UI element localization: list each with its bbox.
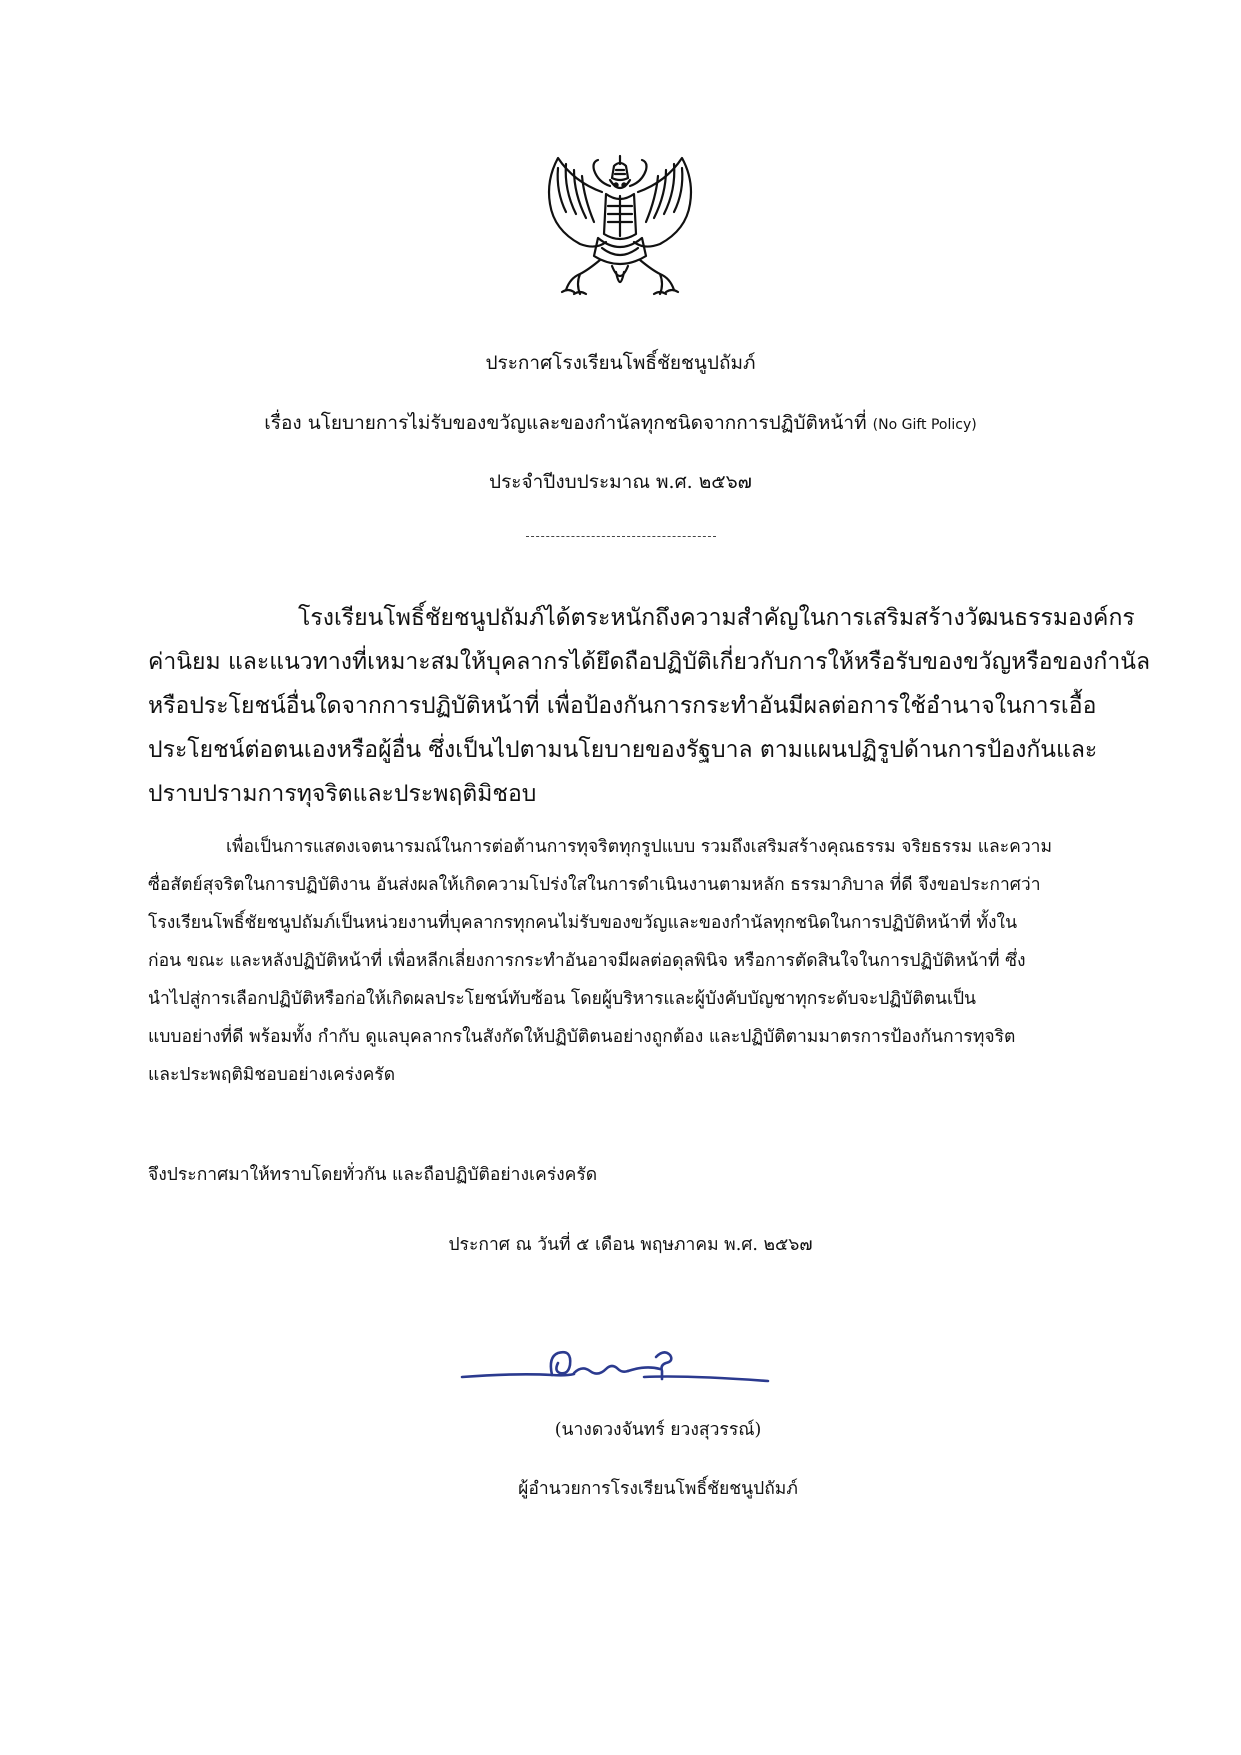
garuda-emblem-icon bbox=[540, 152, 700, 304]
paragraph-2-line: โรงเรียนโพธิ์ชัยชนูปถัมภ์เป็นหน่วยงานที่บุคลากรทุกคนไม่รับของขวัญและของกำนัลทุกชนิดในการปฏิบัติหน้าที่ ทั้งใน bbox=[148, 913, 1018, 933]
subject-english: (No Gift Policy) bbox=[872, 417, 977, 433]
handwritten-signature bbox=[456, 1335, 770, 1397]
paragraph-1-line: ค่านิยม และแนวทางที่เหมาะสมให้บุคลากรได้ยึดถือปฏิบัติเกี่ยวกับการให้หรือรับของขวัญหรือของกำนัล bbox=[148, 649, 1151, 675]
paragraph-2-line: ก่อน ขณะ และหลังปฏิบัติหน้าที่ เพื่อหลีกเลี่ยงการกระทำอันอาจมีผลต่อดุลพินิจ หรือการตัดสินใจในการปฏิบัติหน้าที่ ซึ่ง bbox=[148, 951, 1026, 971]
paragraph-2-line: ซื่อสัตย์สุจริตในการปฏิบัติงาน อันส่งผลให้เกิดความโปร่งใสในการดำเนินงานตามหลัก ธรรมาภิบาล ที่ดี จึงขอประกาศว่า bbox=[148, 875, 1041, 895]
paragraph-2-line: นำไปสู่การเลือกปฏิบัติหรือก่อให้เกิดผลประโยชน์ทับซ้อน โดยผู้บริหารและผู้บังคับบัญชาทุกระดับจะปฏิบัติตนเป็น bbox=[148, 989, 977, 1009]
fiscal-year: ประจำปีงบประมาณ พ.ศ. ๒๕๖๗ bbox=[489, 471, 752, 493]
paragraph-1 bbox=[148, 596, 1151, 816]
paragraph-2 bbox=[148, 828, 1093, 1094]
document-title: ประกาศโรงเรียนโพธิ์ชัยชนูปถัมภ์ bbox=[485, 352, 756, 374]
document-subject bbox=[0, 408, 1241, 438]
paragraph-2-line: เพื่อเป็นการแสดงเจตนารมณ์ในการต่อต้านการทุจริตทุกรูปแบบ รวมถึงเสริมสร้างคุณธรรม จริยธรรม และความ bbox=[226, 837, 1053, 857]
paragraph-1-line: ประโยชน์ต่อตนเองหรือผู้อื่น ซึ่งเป็นไปตามนโยบายของรัฐบาล ตามแผนปฏิรูปด้านการป้องกันและ bbox=[148, 737, 1098, 763]
closing-statement: จึงประกาศมาให้ทราบโดยทั่วกัน และถือปฏิบัติอย่างเคร่งครัด bbox=[148, 1165, 598, 1185]
paragraph-1-line: ปราบปรามการทุจริตและประพฤติมิชอบ bbox=[148, 781, 537, 807]
separator-rule bbox=[526, 536, 716, 537]
paragraph-2-line: แบบอย่างที่ดี พร้อมทั้ง กำกับ ดูแลบุคลากรในสังกัดให้ปฏิบัติตนอย่างถูกต้อง และปฏิบัติตามมาตรการป้องกันการทุจริต bbox=[148, 1027, 1016, 1047]
paragraph-1-line: หรือประโยชน์อื่นใดจากการปฏิบัติหน้าที่ เพื่อป้องกันการกระทำอันมีผลต่อการใช้อำนาจในการเอื้อ bbox=[148, 693, 1097, 719]
paragraph-2-line: และประพฤติมิชอบอย่างเคร่งครัด bbox=[148, 1065, 396, 1085]
announced-date: ประกาศ ณ วันที่ ๕ เดือน พฤษภาคม พ.ศ. ๒๕๖๗ bbox=[448, 1235, 813, 1255]
signer-position: ผู้อำนวยการโรงเรียนโพธิ์ชัยชนูปถัมภ์ bbox=[518, 1479, 798, 1499]
subject-prefix: เรื่อง bbox=[264, 412, 302, 434]
subject-text: นโยบายการไม่รับของขวัญและของกำนัลทุกชนิดจากการปฏิบัติหน้าที่ bbox=[307, 412, 867, 434]
signer-name: (นางดวงจันทร์ ยวงสุวรรณ์) bbox=[554, 1420, 762, 1440]
paragraph-1-line: โรงเรียนโพธิ์ชัยชนูปถัมภ์ได้ตระหนักถึงความสำคัญในการเสริมสร้างวัฒนธรรมองค์กร bbox=[298, 605, 1135, 631]
